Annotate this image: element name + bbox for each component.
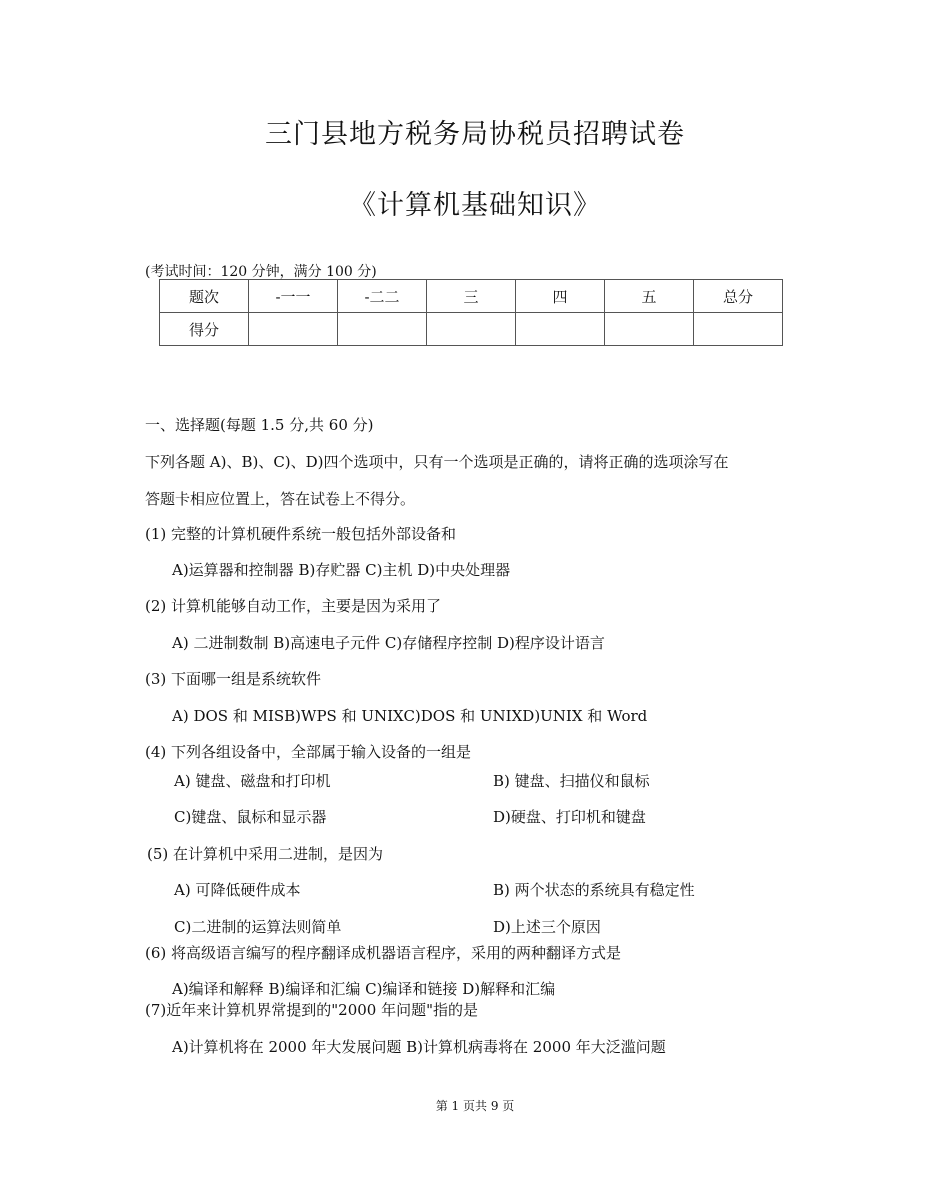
score-cell[interactable]: [338, 313, 427, 346]
score-row-label: 得分: [160, 313, 249, 346]
page-footer: 第 1 页共 9 页: [435, 1099, 515, 1113]
score-cell[interactable]: [694, 313, 783, 346]
score-header-cell: 总分: [694, 280, 783, 313]
question-7: (7)近年来计算机界常提到的"2000 年问题"指的是: [145, 1001, 478, 1019]
question-4-option-d: D)硬盘、打印机和键盘: [493, 808, 646, 826]
score-cell[interactable]: [249, 313, 338, 346]
score-header-cell: 题次: [160, 280, 249, 313]
score-table-score-row: [160, 313, 783, 346]
question-5-option-a: A) 可降低硬件成本: [174, 881, 301, 899]
score-header-cell: -二二: [338, 280, 427, 313]
question-4-option-a: A) 键盘、磁盘和打印机: [174, 772, 331, 790]
score-header-cell: -一一: [249, 280, 338, 313]
question-3: (3) 下面哪一组是系统软件: [145, 670, 322, 688]
question-4-option-b: B) 键盘、扫描仪和鼠标: [493, 772, 650, 790]
score-cell[interactable]: [605, 313, 694, 346]
question-5: (5) 在计算机中采用二进制，是因为: [147, 845, 384, 863]
score-header-cell: 三: [427, 280, 516, 313]
score-cell[interactable]: [516, 313, 605, 346]
question-4-option-c: C)键盘、鼠标和显示器: [174, 808, 327, 826]
instructions-line-1: 下列各题 A)、B)、C)、D)四个选项中，只有一个选项是正确的，请将正确的选项涂写在: [145, 453, 729, 471]
question-6-options: A)编译和解释 B)编译和汇编 C)编译和链接 D)解释和汇编: [172, 980, 556, 998]
question-5-option-b: B) 两个状态的系统具有稳定性: [493, 881, 695, 899]
question-2-options: A) 二进制数制 B)高速电子元件 C)存储程序控制 D)程序设计语言: [172, 634, 605, 652]
question-1: (1) 完整的计算机硬件系统一般包括外部设备和: [145, 525, 457, 543]
exam-info: (考试时间：120 分钟，满分 100 分): [145, 264, 377, 280]
question-4: (4) 下列各组设备中，全部属于输入设备的一组是: [145, 743, 472, 761]
page-title: 三门县地方税务局协税员招聘试卷: [265, 119, 685, 150]
score-header-cell: 四: [516, 280, 605, 313]
section-heading: 一、选择题(每题 1.5 分,共 60 分): [145, 416, 374, 434]
question-5-option-c: C)二进制的运算法则简单: [174, 918, 342, 936]
question-5-option-d: D)上述三个原因: [493, 918, 601, 936]
question-6: (6) 将高级语言编写的程序翻译成机器语言程序，采用的两种翻译方式是: [145, 944, 622, 962]
question-3-options: A) DOS 和 MISB)WPS 和 UNIXC)DOS 和 UNIXD)UNIX 和 Word: [172, 707, 648, 725]
score-header-cell: 五: [605, 280, 694, 313]
question-7-options: A)计算机将在 2000 年大发展问题 B)计算机病毒将在 2000 年大泛滥问题: [172, 1038, 666, 1056]
score-cell[interactable]: [427, 313, 516, 346]
score-table: [159, 279, 783, 346]
page-subtitle: 《计算机基础知识》: [349, 190, 601, 221]
instructions-line-2: 答题卡相应位置上，答在试卷上不得分。: [145, 490, 416, 508]
question-2: (2) 计算机能够自动工作，主要是因为采用了: [145, 597, 442, 615]
question-1-options: A)运算器和控制器 B)存贮器 C)主机 D)中央处理器: [172, 561, 511, 579]
score-table-header-row: [160, 280, 783, 313]
